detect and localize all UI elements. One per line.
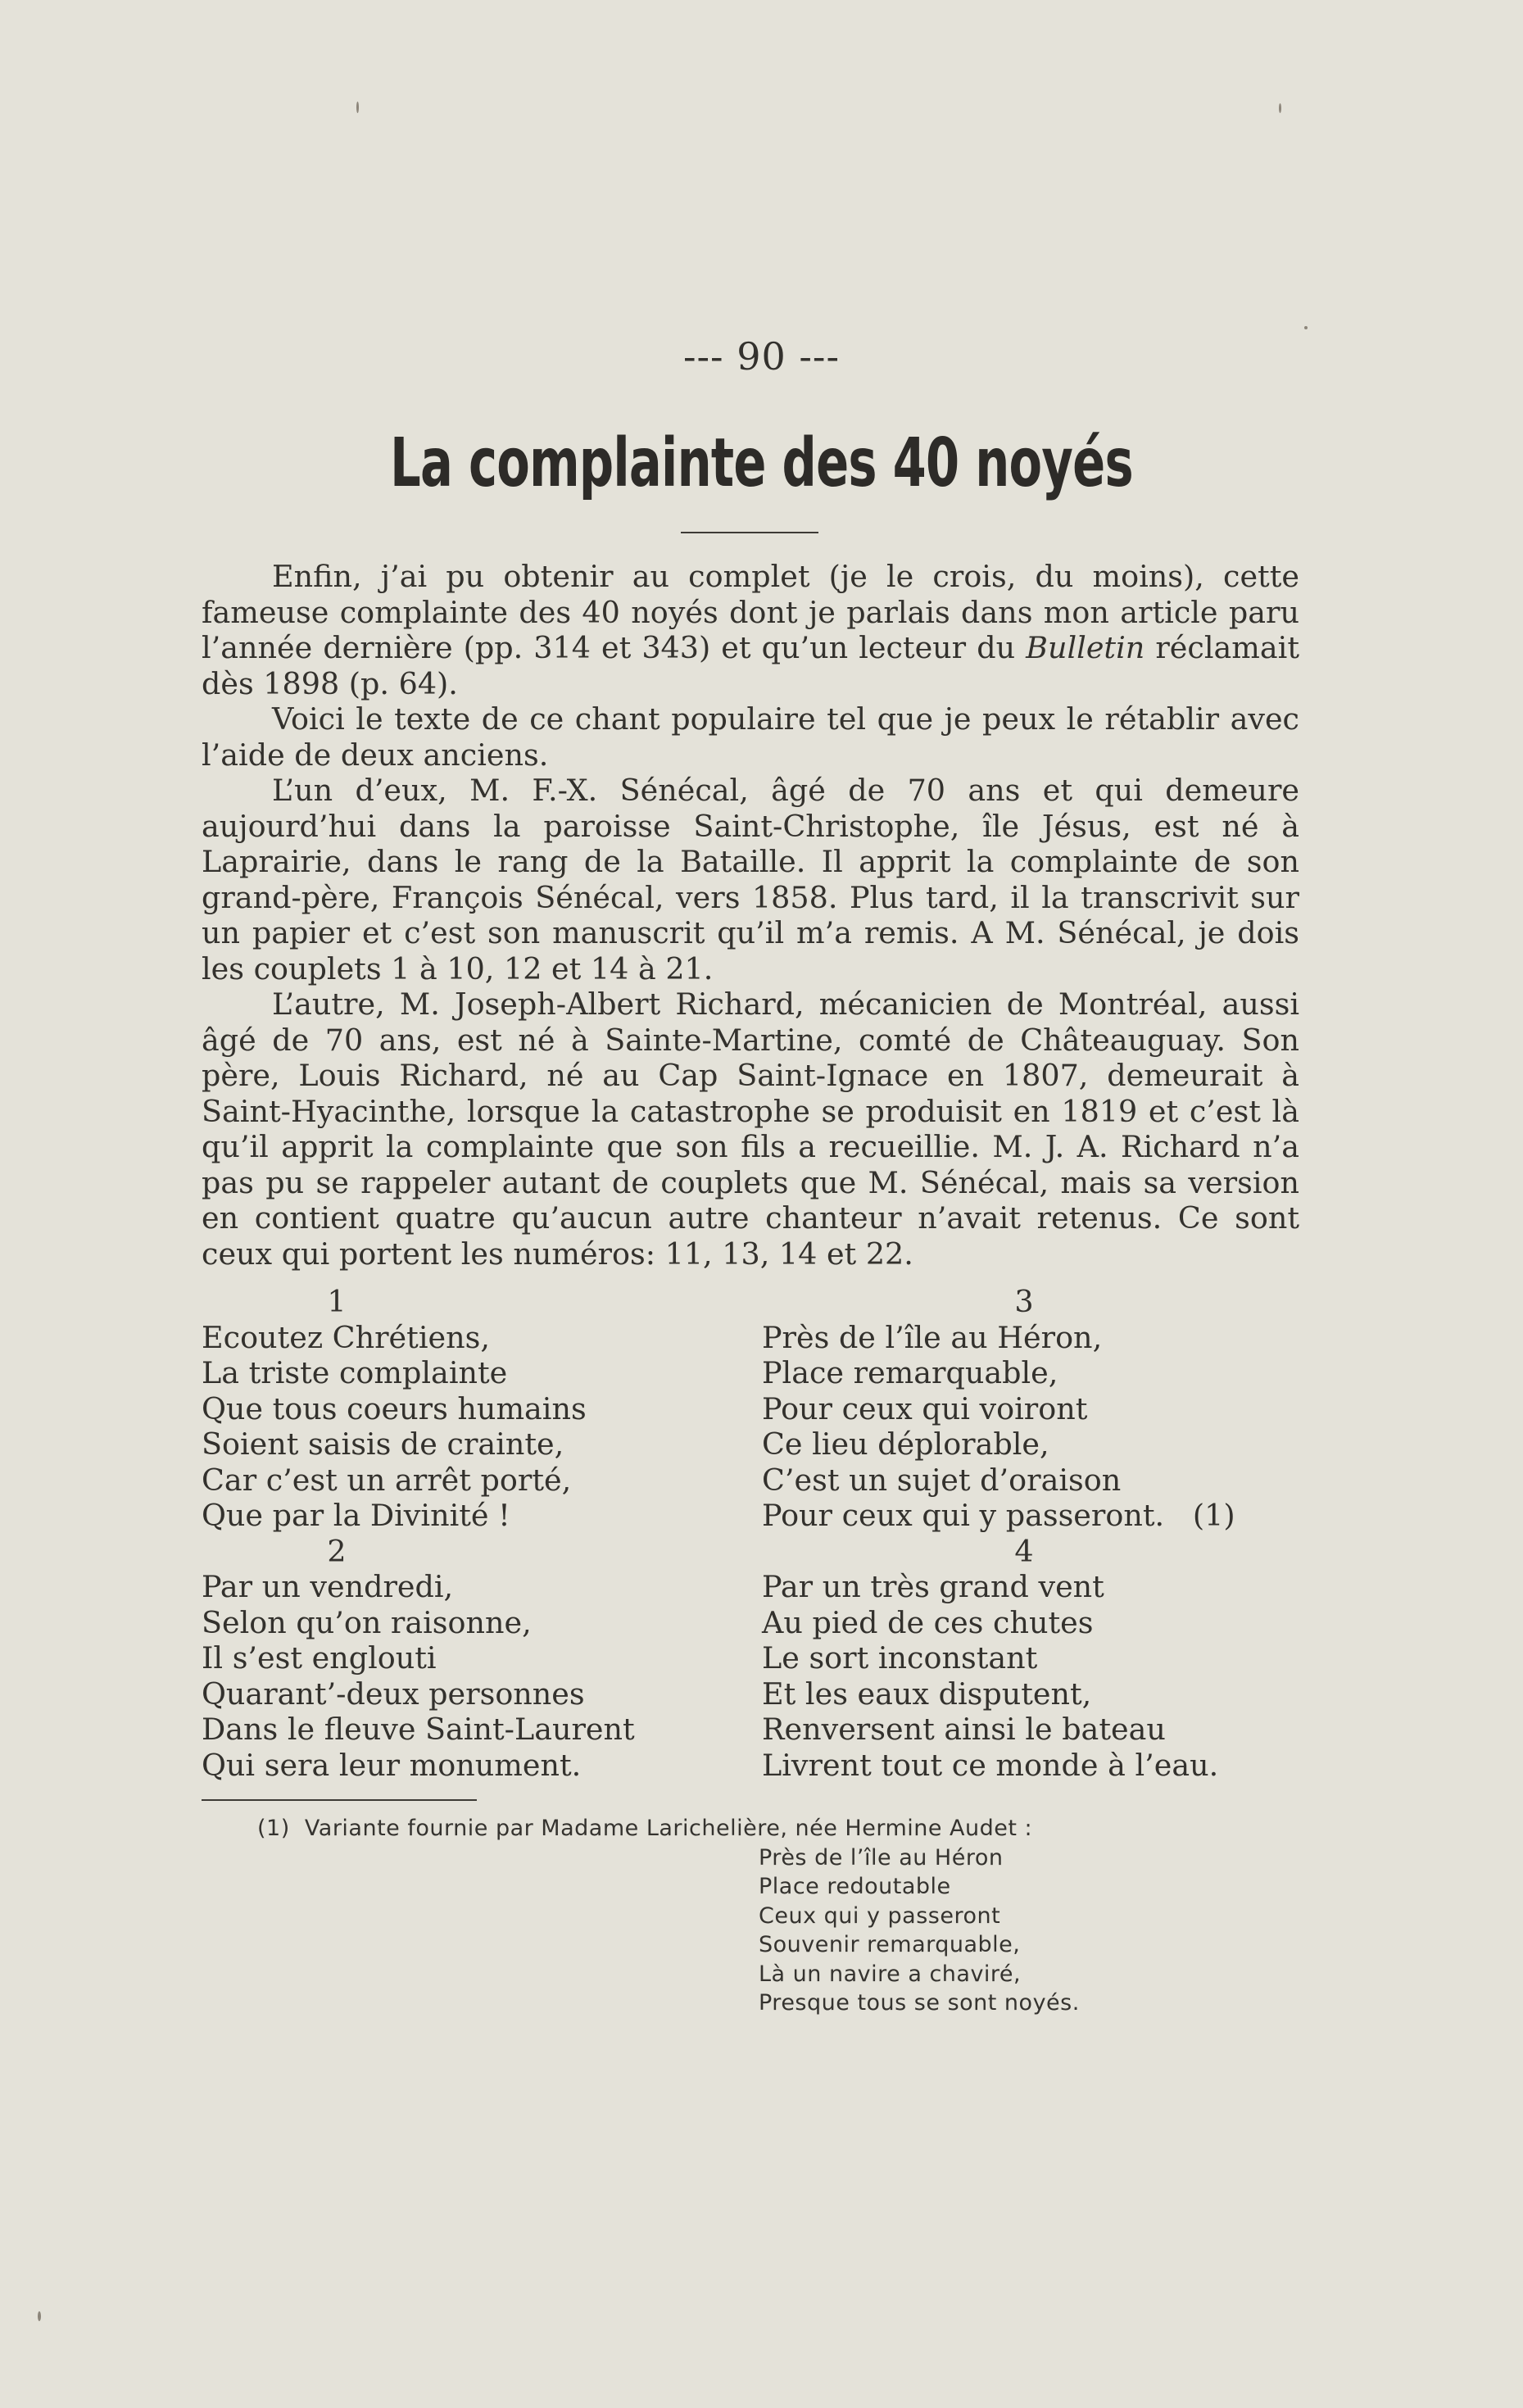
- title-divider: [681, 532, 818, 533]
- paper-speck: [38, 2311, 41, 2321]
- verse-line: Près de l’île au Héron,: [762, 1319, 1103, 1355]
- verse-line: La triste complainte: [202, 1355, 508, 1390]
- paper-speck: [1279, 103, 1281, 113]
- couplets-left-column: [202, 1284, 660, 1783]
- verse-line: Que par la Divinité !: [202, 1498, 510, 1533]
- paper-speck: [1304, 326, 1308, 329]
- paragraph-text: Enfin, j’ai pu obtenir au complet (je le crois, du moins), cette fameuse complainte des 40 noyés dont je parlais dans mon article paru l’année dernière (pp. 314 et 343) et qu’un lecteur du: [202, 559, 1299, 665]
- verse-line: Par un vendredi,: [202, 1569, 454, 1604]
- paragraph: [202, 559, 1299, 701]
- footnote-line: Presque tous se sont noyés.: [759, 1990, 1080, 2016]
- paragraph: L’autre, M. Joseph-Albert Richard, mécanicien de Montréal, aussi âgé de 70 ans, est né à Sainte-Martine, comté de Châteauguay. Son père, Louis Richard, né au Cap Saint-Ignace en 1807, demeurait à Saint-Hyacinthe, lorsque la catastrophe se produisit en 1819 et c’est là qu’il apprit la complainte que son fils a recueillie. M. J. A. Richard n’a pas pu se rappeler autant de couplets que M. Sénécal, mais sa version en contient quatre qu’aucun autre chanteur n’avait retenus. Ce sont ceux qui portent les numéros: 11, 13, 14 et 22.: [202, 986, 1299, 1272]
- couplet: [202, 1534, 660, 1784]
- verse-line: Ecoutez Chrétiens,: [202, 1319, 490, 1355]
- verse-line: Que tous coeurs humains: [202, 1390, 587, 1426]
- couplet: [762, 1284, 1270, 1534]
- paragraph: Voici le texte de ce chant populaire tel que je peux le rétablir avec l’aide de deux anciens.: [202, 701, 1299, 773]
- verse-line: Pour ceux qui voiront: [762, 1390, 1088, 1426]
- verse-line: Le sort inconstant: [762, 1640, 1038, 1676]
- couplet: [202, 1284, 660, 1534]
- paper-speck: [356, 102, 359, 113]
- paragraph: L’un d’eux, M. F.-X. Sénécal, âgé de 70 ans et qui demeure aujourd’hui dans la paroisse Saint-Christophe, île Jésus, est né à Laprairie, dans le rang de la Bataille. Il apprit la complainte de son grand-père, François Sénécal, vers 1858. Plus tard, il la transcrivit sur un papier et c’est son manuscrit qu’il m’a remis. A M. Sénécal, je dois les couplets 1 à 10, 12 et 14 à 21.: [202, 773, 1299, 986]
- footnote-line: Ceux qui y passeront: [759, 1902, 1001, 1929]
- verse-line: Pour ceux qui y passeront. (1): [762, 1498, 1235, 1533]
- footnote-verse: [759, 1843, 1322, 2018]
- couplet-number: 1: [327, 1284, 347, 1319]
- footnote-line: Souvenir remarquable,: [759, 1932, 1021, 1957]
- verse-line: Livrent tout ce monde à l’eau.: [762, 1747, 1219, 1783]
- couplet-number: 3: [1014, 1284, 1034, 1319]
- footnote-divider: [202, 1799, 477, 1801]
- verse-line: Par un très grand vent: [762, 1569, 1104, 1604]
- couplet: [762, 1534, 1270, 1784]
- verse-line: Selon qu’on raisonne,: [202, 1604, 532, 1640]
- footnote-line: Là un navire a chaviré,: [759, 1961, 1022, 1987]
- verse-line: Au pied de ces chutes: [762, 1604, 1094, 1640]
- verse-line: Il s’est englouti: [202, 1640, 437, 1676]
- couplets-right-column: [762, 1284, 1270, 1783]
- footnote-line: Place redoutable: [759, 1874, 951, 1899]
- couplet-number: 2: [327, 1533, 347, 1569]
- verse-line: Place remarquable,: [762, 1355, 1058, 1390]
- verse-line: Renversent ainsi le bateau: [762, 1712, 1166, 1747]
- paragraph-text: réclamait dès 1898 (p. 64).: [202, 630, 1299, 701]
- verse-line: C’est un sujet d’oraison: [762, 1462, 1122, 1498]
- verse-line: Soient saisis de crainte,: [202, 1426, 564, 1462]
- couplet-number: 4: [1014, 1533, 1034, 1569]
- body-text: [202, 559, 1299, 1272]
- page-title: La complainte des 40 noyés: [390, 424, 1133, 502]
- verse-line: Qui sera leur monument.: [202, 1747, 582, 1783]
- verse-line: Ce lieu déplorable,: [762, 1426, 1049, 1462]
- footnote-intro: (1) Variante fournie par Madame Larichelière, née Hermine Audet :: [257, 1816, 1033, 1841]
- footnote-line: Près de l’île au Héron: [759, 1844, 1004, 1871]
- verse-line: Et les eaux disputent,: [762, 1676, 1092, 1712]
- italic-title: Bulletin: [1026, 630, 1145, 665]
- footnote: [257, 1814, 1322, 2018]
- verse-line: Dans le fleuve Saint-Laurent: [202, 1712, 635, 1747]
- verse-line: Quarant’-deux personnes: [202, 1676, 585, 1712]
- page-number: --- 90 ---: [682, 334, 841, 379]
- verse-line: Car c’est un arrêt porté,: [202, 1462, 572, 1498]
